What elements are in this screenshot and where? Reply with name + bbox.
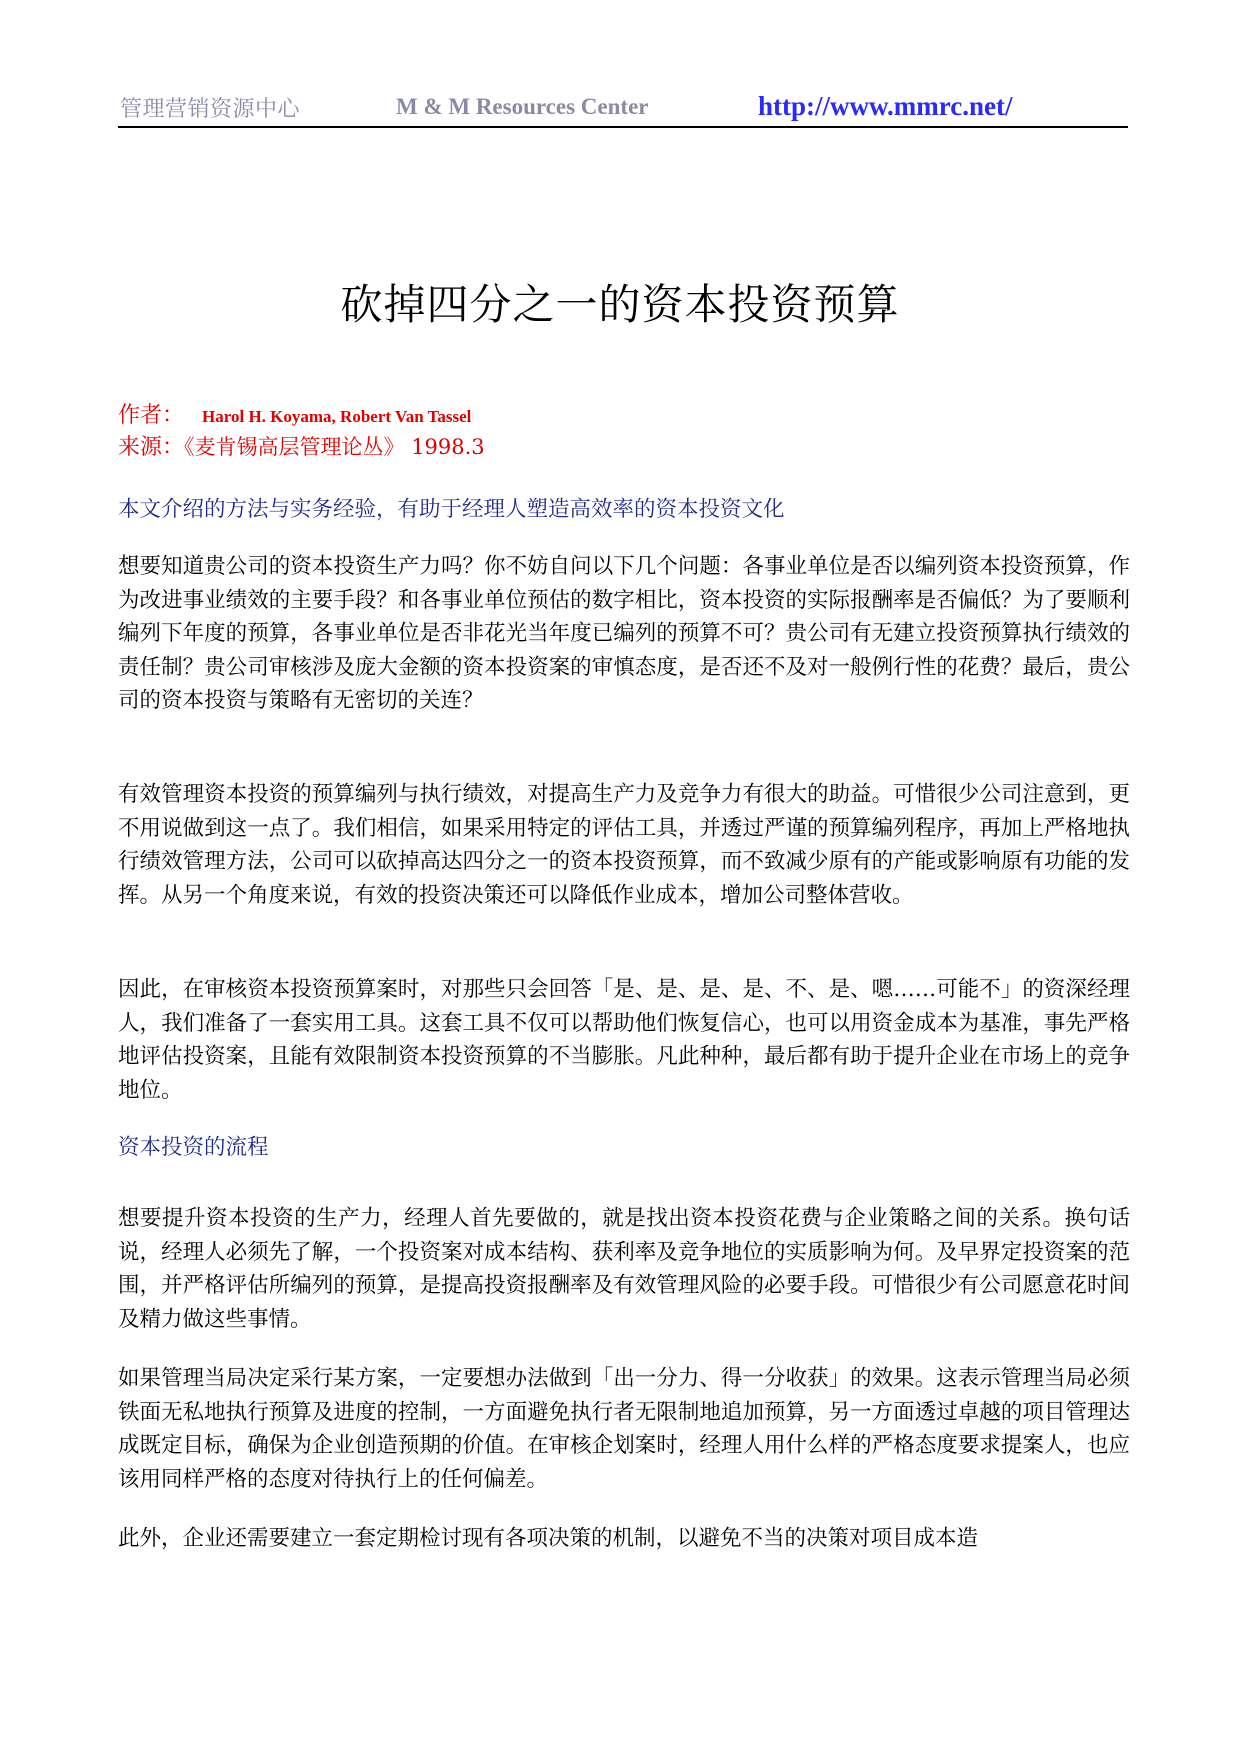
page-header: [118, 90, 1128, 128]
body-paragraph-3: 因此，在审核资本投资预算案时，对那些只会回答「是、是、是、是、不、是、嗯……可能不」的资深经理人，我们准备了一套实用工具。这套工具不仅可以帮助他们恢复信心，也可以用资金成本为基准，事先严格地评估投资案，且能有效限制资本投资预算的不当膨胀。凡此种种，最后都有助于提升企业在市场上的竞争地位。: [118, 977, 1130, 1103]
body-paragraph-1: 想要知道贵公司的资本投资生产力吗？你不妨自问以下几个问题：各事业单位是否以编列资本投资预算，作为改进事业绩效的主要手段？和各事业单位预估的数字相比，资本投资的实际报酬率是否偏低？为了要顺利编列下年度的预算，各事业单位是否非花光当年度已编列的预算不可？贵公司有无建立投资预算执行绩效的责任制？贵公司审核涉及庞大金额的资本投资案的审慎态度，是否还不及对一般例行性的花费？最后，贵公司的资本投资与策略有无密切的关连？: [118, 554, 1130, 713]
source-line: [118, 430, 485, 461]
body-paragraph-2: 有效管理资本投资的预算编列与执行绩效，对提高生产力及竞争力有很大的助益。可惜很少公司注意到，更不用说做到这一点了。我们相信，如果采用特定的评估工具，并透过严谨的预算编列程序，再加上严格地执行绩效管理方法，公司可以砍掉高达四分之一的资本投资预算，而不致减少原有的产能或影响原有功能的发挥。从另一个角度来说，有效的投资决策还可以降低作业成本，增加公司整体营收。: [118, 782, 1130, 908]
article-title: 砍掉四分之一的资本投资预算: [340, 280, 900, 330]
section-paragraph-1: 想要提升资本投资的生产力，经理人首先要做的，就是找出资本投资花费与企业策略之间的关系。换句话说，经理人必须先了解，一个投资案对成本结构、获利率及竞争地位的实质影响为何。及早界定投资案的范围，并严格评估所编列的预算，是提高投资报酬率及有效管理风险的必要手段。可惜很少有公司愿意花时间及精力做这些事情。: [118, 1206, 1130, 1332]
author-label: 作者：: [118, 403, 185, 428]
source-publication: 《麦肯锡高层管理论丛》 1998.3: [184, 435, 485, 459]
site-url-link[interactable]: http://www.mmrc.net/: [758, 91, 1013, 121]
section-heading: 资本投资的流程: [118, 1135, 269, 1160]
source-label: 来源：: [118, 435, 185, 460]
section-paragraph-2: 如果管理当局决定采行某方案，一定要想办法做到「出一分力、得一分收获」的效果。这表示管理当局必须铁面无私地执行预算及进度的控制，一方面避免执行者无限制地追加预算，另一方面透过卓越的项目管理达成既定目标，确保为企业创造预期的价值。在审核企划案时，经理人用什么样的严格态度要求提案人，也应该用同样严格的态度对待执行上的任何偏差。: [118, 1366, 1130, 1492]
section-paragraph-3: 此外，企业还需要建立一套定期检讨现有各项决策的机制，以避免不当的决策对项目成本造: [118, 1526, 979, 1551]
article-intro: 本文介绍的方法与实务经验，有助于经理人塑造高效率的资本投资文化: [118, 497, 785, 522]
site-name-english: M & M Resources Center: [396, 94, 649, 119]
author-names: Harol H. Koyama, Robert Van Tassel: [202, 407, 472, 426]
author-line: [118, 398, 471, 429]
site-name-chinese: 管理营销资源中心: [120, 97, 301, 122]
